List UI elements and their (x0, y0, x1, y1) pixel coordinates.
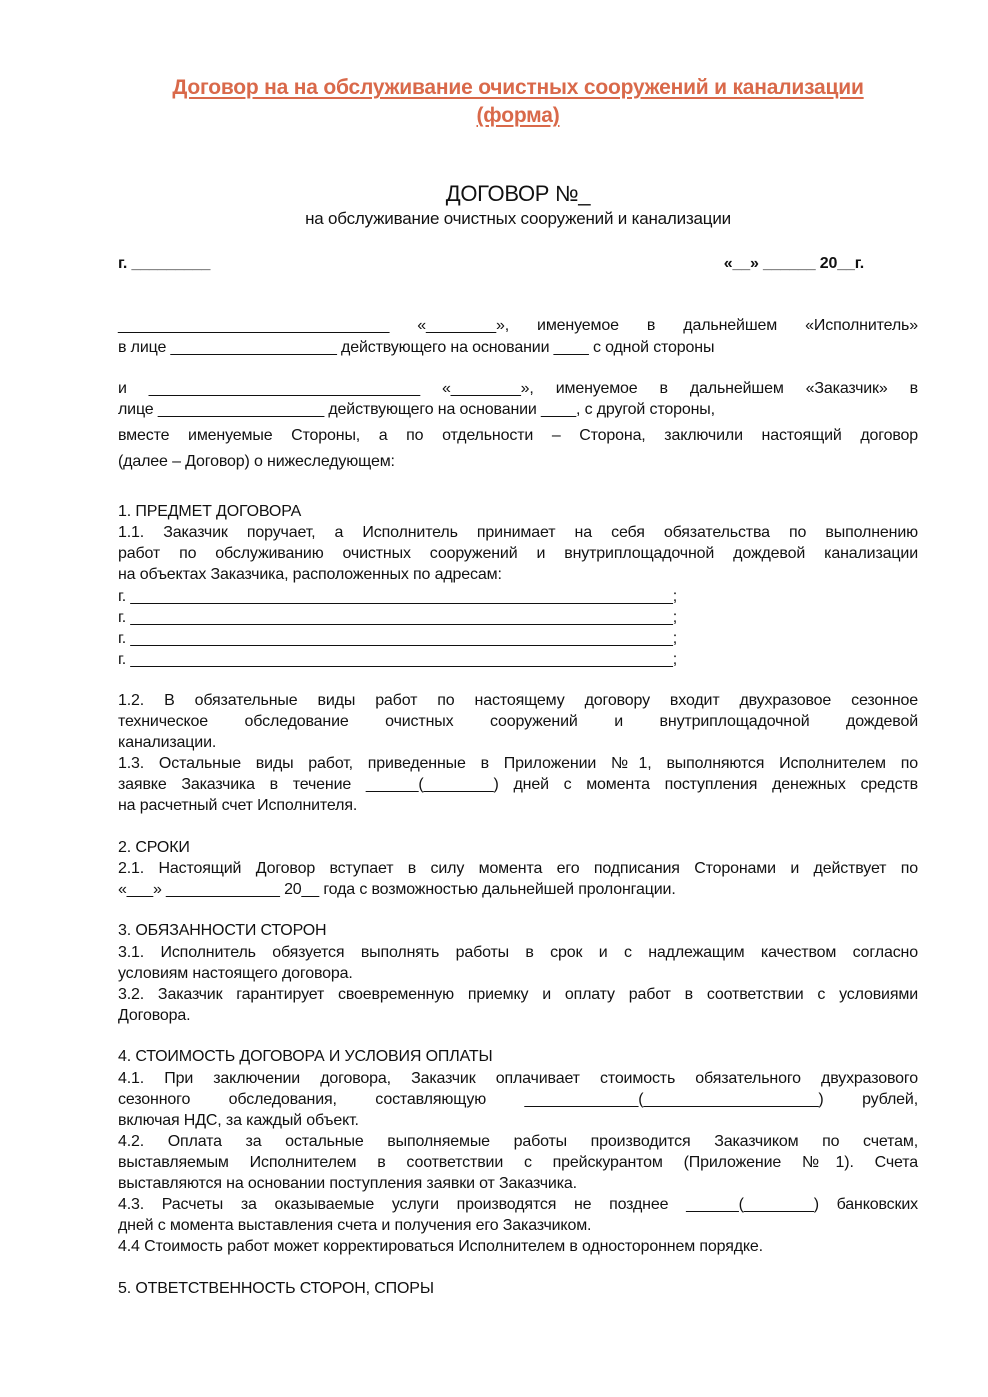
clause-1-2-line: техническое обследование очистных сооружений и внутриплощадочной дождевой (118, 713, 918, 730)
clause-3-1-line: условиям настоящего договора. (118, 965, 353, 982)
address-line: г. ______________________________________________________________; (118, 630, 678, 647)
clause-1-3-line: заявке Заказчика в течение ______(________) дней с момента поступления денежных средств (118, 776, 918, 793)
clause-1-1-line: на объектах Заказчика, расположенных по адресам: (118, 566, 502, 583)
clause-4-1-line: сезонного обследования, составляющую _____________(____________________) рублей, (118, 1091, 918, 1108)
clause-4-1-line: 4.1. При заключении договора, Заказчик оплачивает стоимость обязательного двухразового (118, 1070, 918, 1087)
clause-3-2-line: Договора. (118, 1007, 191, 1024)
together-line-1: вместе именуемые Стороны, а по отдельности – Сторона, заключили настоящий договор (118, 427, 918, 444)
date-field: «__» ______ 20__г. (723, 255, 864, 272)
together-line-2: (далее – Договор) о нижеследующем: (118, 453, 395, 470)
clause-4-3-line: дней с момента выставления счета и получения его Заказчиком. (118, 1217, 592, 1234)
clause-4-1-line: включая НДС, за каждый объект. (118, 1112, 359, 1129)
clause-4-2-line: выставляются на основании поступления заявки от Заказчика. (118, 1175, 577, 1192)
executor-line-2: в лице ___________________ действующего на основании ____ с одной стороны (118, 339, 715, 356)
section-2-title: 2. СРОКИ (118, 839, 190, 856)
address-line: г. ______________________________________________________________; (118, 588, 678, 605)
contract-heading: ДОГОВОР №_ (445, 181, 591, 206)
executor-line-1: _______________________________ «________», именуемое в дальнейшем «Исполнитель» (118, 317, 918, 334)
clause-1-2-line: 1.2. В обязательные виды работ по настоящему договору входит двухразовое сезонное (118, 692, 918, 709)
section-3-title: 3. ОБЯЗАННОСТИ СТОРОН (118, 922, 327, 939)
clause-4-4-line: 4.4 Стоимость работ может корректироваться Исполнителем в одностороннем порядке. (118, 1238, 763, 1255)
page-title-line-2[interactable]: (форма) (476, 104, 560, 127)
address-line: г. ______________________________________________________________; (118, 609, 678, 626)
clause-4-3-line: 4.3. Расчеты за оказываемые услуги производятся не позднее ______(________) банковских (118, 1196, 918, 1213)
customer-line-2: лице ___________________ действующего на основании ____, с другой стороны, (118, 401, 715, 418)
clause-1-3-line: 1.3. Остальные виды работ, приведенные в Приложении №1, выполняются Исполнителем по (118, 755, 918, 772)
clause-1-1-line: работ по обслуживанию очистных сооружений и внутриплощадочной дождевой канализации (118, 545, 918, 562)
customer-line-1: и _______________________________ «________», именуемое в дальнейшем «Заказчик» в (118, 380, 918, 397)
clause-1-2-line: канализации. (118, 734, 217, 751)
clause-2-1-line: 2.1. Настоящий Договор вступает в силу момента его подписания Сторонами и действует по (118, 860, 918, 877)
clause-1-3-line: на расчетный счет Исполнителя. (118, 797, 358, 814)
page-title[interactable] (100, 74, 936, 130)
section-1-title: 1. ПРЕДМЕТ ДОГОВОРА (118, 503, 302, 520)
clause-1-1-line: 1.1. Заказчик поручает, а Исполнитель принимает на себя обязательства по выполнению (118, 524, 918, 541)
section-5-title: 5. ОТВЕТСТВЕННОСТЬ СТОРОН, СПОРЫ (118, 1280, 434, 1297)
page-title-line-1[interactable]: Договор на на обслуживание очистных сооружений и канализации (172, 76, 864, 99)
clause-3-1-line: 3.1. Исполнитель обязуется выполнять работы в срок и с надлежащим качеством согласно (118, 944, 918, 961)
clause-3-2-line: 3.2. Заказчик гарантирует своевременную приемку и оплату работ в соответствии с условиями (118, 986, 918, 1003)
clause-4-2-line: 4.2. Оплата за остальные выполняемые работы производится Заказчиком по счетам, (118, 1133, 918, 1150)
address-line: г. ______________________________________________________________; (118, 651, 678, 668)
clause-2-1-line: «___» _____________ 20__ года с возможностью дальнейшей пролонгации. (118, 881, 676, 898)
section-4-title: 4. СТОИМОСТЬ ДОГОВОРА И УСЛОВИЯ ОПЛАТЫ (118, 1048, 493, 1065)
clause-4-2-line: выставляемым Исполнителем в соответствии с прейскурантом (Приложение №1). Счета (118, 1154, 918, 1171)
city-field: г. _________ (118, 255, 211, 272)
contract-subheading: на обслуживание очистных сооружений и канализации (305, 209, 731, 228)
